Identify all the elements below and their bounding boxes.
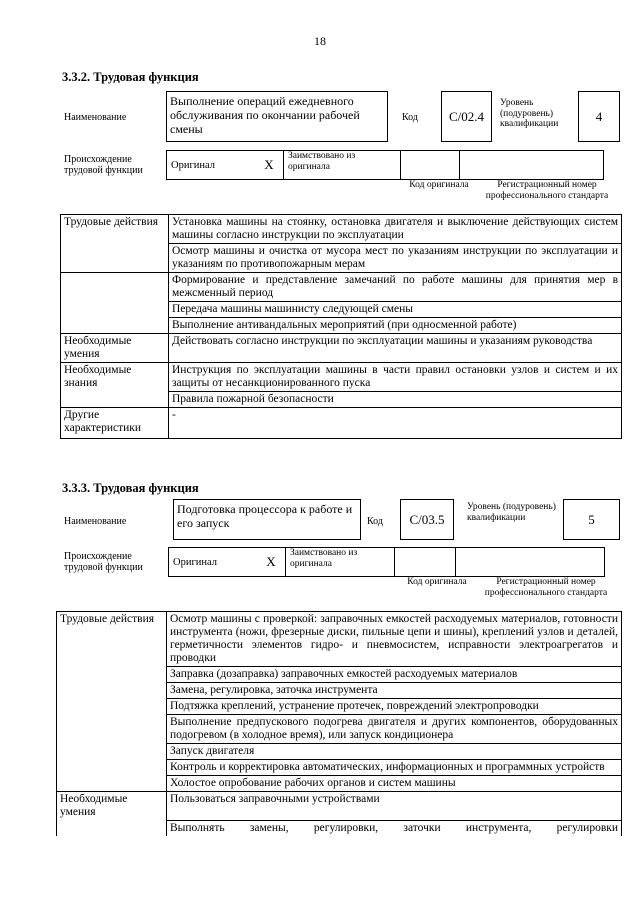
row-label: Трудовые действия [57,612,167,667]
table-cell: Выполнение антивандальных мероприятий (при односменной работе) [169,318,622,334]
table-cell: Установка машины на стоянку, остановка двигателя и выключение действующих систем машины согласно инструкции по эксплуатации [169,215,622,244]
registration-number-cell [460,151,604,180]
function-name-box: Выполнение операций ежедневного обслуживания по окончании рабочей смены [166,91,388,142]
table-row [61,363,622,392]
table-cell: Замена, регулировка, заточка инструмента [167,683,622,699]
table-row [61,334,622,363]
registration-number-cell [456,548,605,577]
reg-caption: Регистрационный номер профессионального стандарта [485,180,609,201]
table-cell: Осмотр машины и очистка от мусора мест по указаниям инструкции по эксплуатации и указаниям по противопожарным мерам [169,244,622,273]
table-row [57,715,622,744]
table-cell: Подтяжка креплений, устранение протечек, повреждений электропроводки [167,699,622,715]
section-title: 3.3.2. Трудовая функция [62,70,199,84]
code-label: Код [402,112,418,123]
table-row [57,820,622,836]
table-row [61,273,622,302]
borrowed-label: Заимствовано из оригинала [284,151,401,180]
function-name-box: Подготовка процессора к работе и его запуск [173,499,361,540]
table-row [57,760,622,776]
table-row [61,408,622,439]
origin-table [168,547,605,577]
table-cell: Пользоваться заправочными устройствами [167,792,622,821]
table-row [61,392,622,408]
table-cell: Заправка (дозаправка) заправочных емкостей расходуемых материалов [167,667,622,683]
table-cell: Действовать согласно инструкции по эксплуатации машины и указаниям руководства [169,334,622,363]
original-code-cell [395,548,456,577]
code-value-box: C/03.5 [400,499,454,540]
table-cell: Формирование и представление замечаний по работе машины для принятия мер в межсменный период [169,273,622,302]
level-value-box: 4 [578,91,620,142]
row-label: Трудовые действия [61,215,169,244]
code-value-box: C/02.4 [441,91,492,142]
table-cell: - [169,408,622,439]
borrowed-label: Заимствовано из оригинала [286,548,395,577]
origin-label: Происхождение трудовой функции [64,154,143,176]
work-function-table [56,611,622,836]
table-row [57,699,622,715]
table-row [61,318,622,334]
page-number: 18 [314,34,326,48]
table-cell: Передача машины машинисту следующей смены [169,302,622,318]
original-mark: X [255,151,284,180]
level-label: Уровень (подуровень) квалификации [500,98,559,129]
row-label: Необходимые умения [57,792,167,821]
origin-table [166,150,604,180]
level-value-box: 5 [563,499,620,540]
name-label: Наименование [64,516,127,527]
work-function-table [60,214,622,439]
table-row [57,744,622,760]
original-code-cell [401,151,460,180]
code-label: Код [367,516,383,527]
row-label: Необходимые знания [61,363,169,392]
table-cell: Холостое опробование рабочих органов и систем машины [167,776,622,792]
table-row [57,792,622,821]
table-row [61,302,622,318]
table-row [57,667,622,683]
table-cell: Контроль и корректировка автоматических, информационных и программных устройств [167,760,622,776]
level-label: Уровень (подуровень) квалификации [467,502,556,523]
table-cell: Запуск двигателя [167,744,622,760]
original-label: Оригинал [167,151,256,180]
code-caption: Код оригинала [409,180,469,190]
reg-caption: Регистрационный номер профессионального стандарта [484,577,608,598]
code-caption: Код оригинала [407,577,467,587]
section-title: 3.3.3. Трудовая функция [62,481,199,495]
table-row [57,683,622,699]
table-row [61,215,622,244]
table-cell: Выполнять замены, регулировки, заточки инструмента, регулировки [167,820,622,836]
table-cell: Инструкция по эксплуатации машины в части правил остановки узлов и систем и их защиты от несанкционированного пуска [169,363,622,392]
table-row [57,612,622,667]
table-cell: Выполнение предпускового подогрева двигателя и других компонентов, оборудованных подогревом (в холодное время), или запуск кондиционера [167,715,622,744]
table-cell: Правила пожарной безопасности [169,392,622,408]
name-label: Наименование [64,112,127,123]
origin-label: Происхождение трудовой функции [64,551,143,573]
original-mark: X [257,548,286,577]
original-label: Оригинал [169,548,258,577]
table-row [57,776,622,792]
table-row [61,244,622,273]
table-cell: Осмотр машины с проверкой: заправочных емкостей расходуемых материалов, готовности инструмента (ножи, фрезерные диски, пильные цепи и шины), креплений узлов и деталей, герметичности элементов гидро- и пневмосистем, исправности электроагрегатов и проводки [167,612,622,667]
row-label: Другие характеристики [61,408,169,439]
row-label: Необходимые умения [61,334,169,363]
